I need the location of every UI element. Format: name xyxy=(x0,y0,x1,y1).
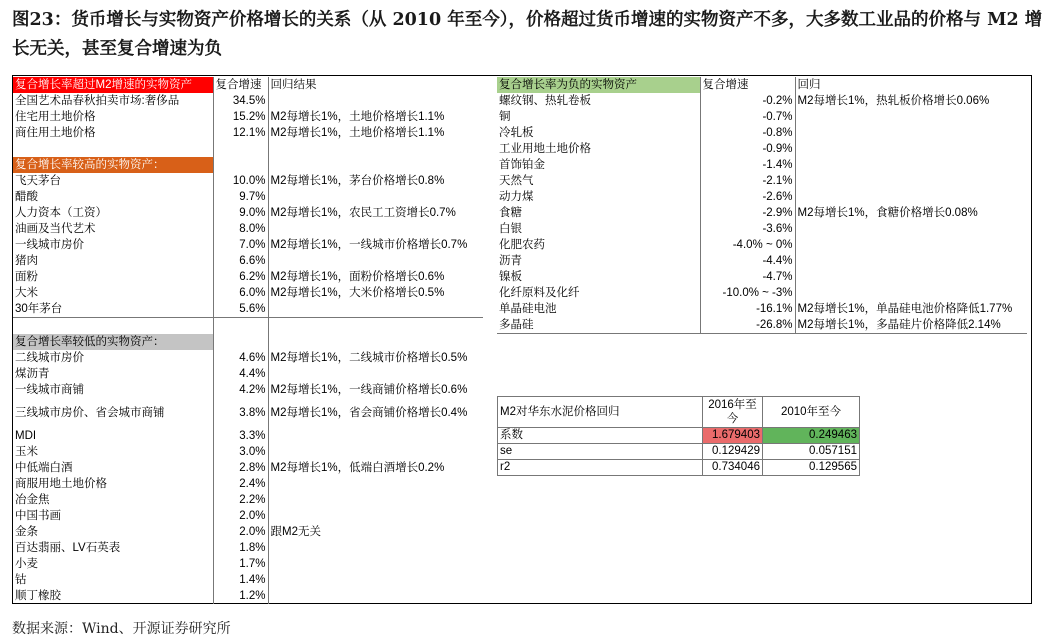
asset-rate: -2.6% xyxy=(700,189,795,205)
table-row xyxy=(13,125,483,141)
asset-regression: M2每增长1%，土地价格增长1.1% xyxy=(268,109,483,125)
asset-regression xyxy=(268,444,483,460)
asset-name: 钴 xyxy=(15,574,27,586)
stat-value-2010: 0.129565 xyxy=(763,460,860,476)
asset-name: 冶金焦 xyxy=(15,494,50,506)
asset-name: 一线城市房价 xyxy=(15,239,84,251)
asset-rate: 3.8% xyxy=(213,398,268,428)
table-row xyxy=(497,269,1027,285)
table-row xyxy=(497,109,1027,125)
table-row xyxy=(498,428,860,444)
asset-rate: 1.8% xyxy=(213,540,268,556)
asset-rate: 2.4% xyxy=(213,476,268,492)
table-row xyxy=(498,460,860,476)
asset-regression: M2每增长1%，二线城市价格增长0.5% xyxy=(268,350,483,366)
table-row xyxy=(497,253,1027,269)
asset-name: 工业用地土地价格 xyxy=(499,143,591,155)
asset-regression xyxy=(268,588,483,604)
mini-label: M2对华东水泥价格回归 xyxy=(498,397,703,428)
asset-regression xyxy=(268,189,483,205)
right-table-header xyxy=(497,77,1027,93)
stat-name: r2 xyxy=(498,460,703,476)
asset-regression: M2每增长1%，食糖价格增长0.08% xyxy=(795,205,1027,221)
asset-regression xyxy=(795,253,1027,269)
table-row xyxy=(13,237,483,253)
asset-name: 化肥农药 xyxy=(499,239,545,251)
asset-name: 螺纹钢、热轧卷板 xyxy=(499,95,591,107)
asset-name: 人力资本（工资） xyxy=(15,207,107,219)
right-header-rate: 复合增速 xyxy=(700,77,795,93)
table-row xyxy=(13,253,483,269)
asset-regression xyxy=(795,221,1027,237)
asset-regression xyxy=(795,125,1027,141)
asset-name: 住宅用土地价格 xyxy=(15,111,96,123)
stat-name: se xyxy=(498,444,703,460)
table-row xyxy=(13,524,483,540)
left-header-regression: 回归结果 xyxy=(268,77,483,93)
asset-name: 沥青 xyxy=(499,255,522,267)
asset-name: 天然气 xyxy=(499,175,534,187)
table-row-spacer xyxy=(13,141,483,157)
table-row xyxy=(497,173,1027,189)
asset-rate: -0.9% xyxy=(700,141,795,157)
asset-name: 猪肉 xyxy=(15,255,38,267)
table-row xyxy=(13,476,483,492)
asset-rate: -10.0% ~ -3% xyxy=(700,285,795,301)
asset-name: 化纤原料及化纤 xyxy=(499,287,580,299)
mini-col-2010: 2010年至今 xyxy=(763,397,860,428)
asset-rate: -2.9% xyxy=(700,205,795,221)
asset-regression: M2每增长1%，低端白酒增长0.2% xyxy=(268,460,483,476)
asset-rate: 9.0% xyxy=(213,205,268,221)
asset-name: 铜 xyxy=(499,111,511,123)
table-row xyxy=(13,221,483,237)
asset-rate: -4.7% xyxy=(700,269,795,285)
table-row xyxy=(13,556,483,572)
asset-name: 小麦 xyxy=(15,558,38,570)
asset-rate: 1.2% xyxy=(213,588,268,604)
asset-rate: 10.0% xyxy=(213,173,268,189)
table-row xyxy=(497,237,1027,253)
stat-value-2016: 0.734046 xyxy=(703,460,763,476)
asset-name: 动力煤 xyxy=(499,191,534,203)
asset-regression xyxy=(795,189,1027,205)
mini-header xyxy=(498,397,860,428)
table-row xyxy=(13,366,483,382)
asset-name: 商服用地土地价格 xyxy=(15,478,107,490)
cement-regression-table xyxy=(497,396,860,476)
asset-rate: 12.1% xyxy=(213,125,268,141)
table-row xyxy=(13,398,483,428)
asset-rate: -4.4% xyxy=(700,253,795,269)
table-row xyxy=(497,301,1027,317)
table-row xyxy=(13,205,483,221)
asset-regression xyxy=(268,253,483,269)
group-header-high xyxy=(13,157,483,173)
asset-name: 单晶硅电池 xyxy=(499,303,557,315)
asset-rate: 4.4% xyxy=(213,366,268,382)
asset-regression xyxy=(795,285,1027,301)
table-row xyxy=(497,141,1027,157)
asset-name: 30年茅台 xyxy=(13,301,213,318)
asset-name: 食糖 xyxy=(499,207,522,219)
asset-name: 二线城市房价 xyxy=(15,352,84,364)
asset-name: 三线城市房价、省会城市商铺 xyxy=(15,407,165,419)
table-row-spacer xyxy=(13,318,483,335)
asset-name: MDI xyxy=(15,430,37,442)
table-row xyxy=(497,221,1027,237)
table-row xyxy=(13,492,483,508)
table-row xyxy=(13,173,483,189)
stat-name: 系数 xyxy=(498,428,703,444)
asset-regression: M2每增长1%，省会商铺价格增长0.4% xyxy=(268,398,483,428)
asset-regression: M2每增长1%，土地价格增长1.1% xyxy=(268,125,483,141)
left-header-assets: 复合增长率超过M2增速的实物资产 xyxy=(13,77,213,93)
table-row xyxy=(497,189,1027,205)
asset-rate: 34.5% xyxy=(213,93,268,109)
asset-rate: 6.6% xyxy=(213,253,268,269)
mini-col-2016: 2016年至今 xyxy=(703,397,763,428)
asset-regression xyxy=(795,109,1027,125)
table-row xyxy=(13,285,483,301)
table-row xyxy=(13,508,483,524)
table-row xyxy=(13,269,483,285)
asset-name: 冷轧板 xyxy=(499,127,534,139)
asset-regression xyxy=(795,269,1027,285)
table-row xyxy=(497,125,1027,141)
asset-rate: 1.7% xyxy=(213,556,268,572)
asset-rate: 2.0% xyxy=(213,508,268,524)
group-label-high: 复合增长率较高的实物资产： xyxy=(13,157,213,173)
asset-rate: 2.2% xyxy=(213,492,268,508)
asset-rate: 5.6% xyxy=(213,301,268,318)
asset-name: 镍板 xyxy=(499,271,522,283)
asset-rate: 4.2% xyxy=(213,382,268,398)
stat-value-2016: 0.129429 xyxy=(703,444,763,460)
data-source: 数据来源：Wind、开源证券研究所 xyxy=(12,621,231,637)
asset-name: 煤沥青 xyxy=(15,368,50,380)
asset-name: 大米 xyxy=(15,287,38,299)
asset-rate: 6.0% xyxy=(213,285,268,301)
asset-rate: 9.7% xyxy=(213,189,268,205)
table-row xyxy=(13,460,483,476)
right-table xyxy=(497,77,1027,334)
asset-rate: 2.0% xyxy=(213,524,268,540)
left-table xyxy=(13,77,483,604)
table-row xyxy=(497,205,1027,221)
asset-name: 多晶硅 xyxy=(497,317,700,334)
table-row xyxy=(13,301,483,318)
asset-rate: -4.0% ~ 0% xyxy=(700,237,795,253)
table-row xyxy=(13,109,483,125)
asset-regression: M2每增长1%，热轧板价格增长0.06% xyxy=(795,93,1027,109)
asset-regression: M2每增长1%，茅台价格增长0.8% xyxy=(268,173,483,189)
asset-regression xyxy=(795,141,1027,157)
asset-name: 全国艺术品春秋拍卖市场:奢侈品 xyxy=(15,95,180,107)
asset-name: 金条 xyxy=(15,526,38,538)
asset-rate: 6.2% xyxy=(213,269,268,285)
stat-value-2010: 0.249463 xyxy=(763,428,860,444)
left-table-header xyxy=(13,77,483,93)
table-row xyxy=(13,350,483,366)
group-label-low: 复合增长率较低的实物资产： xyxy=(13,334,213,350)
asset-name: 百达翡丽、LV石英表 xyxy=(15,542,121,554)
table-row xyxy=(497,317,1027,334)
asset-rate: -0.8% xyxy=(700,125,795,141)
asset-regression xyxy=(268,366,483,382)
asset-regression xyxy=(268,301,483,318)
asset-rate: 3.3% xyxy=(213,428,268,444)
table-row xyxy=(13,428,483,444)
asset-name: 飞天茅台 xyxy=(15,175,61,187)
asset-rate: -2.1% xyxy=(700,173,795,189)
right-header-assets: 复合增长率为负的实物资产 xyxy=(497,77,700,93)
right-header-regression: 回归 xyxy=(795,77,1027,93)
asset-name: 一线城市商铺 xyxy=(15,384,84,396)
stat-value-2010: 0.057151 xyxy=(763,444,860,460)
asset-regression xyxy=(268,428,483,444)
asset-rate: -16.1% xyxy=(700,301,795,317)
table-row xyxy=(498,444,860,460)
asset-name: 面粉 xyxy=(15,271,38,283)
stat-value-2016: 1.679403 xyxy=(703,428,763,444)
asset-rate: 2.8% xyxy=(213,460,268,476)
asset-regression xyxy=(268,572,483,588)
asset-regression: M2每增长1%，多晶硅片价格降低2.14% xyxy=(795,317,1027,334)
asset-regression xyxy=(795,157,1027,173)
asset-rate: 15.2% xyxy=(213,109,268,125)
asset-regression xyxy=(795,237,1027,253)
asset-rate: 3.0% xyxy=(213,444,268,460)
group-header-low xyxy=(13,334,483,350)
asset-regression xyxy=(795,173,1027,189)
table-row xyxy=(13,382,483,398)
table-row xyxy=(13,572,483,588)
asset-rate: 7.0% xyxy=(213,237,268,253)
asset-name: 醋酸 xyxy=(15,191,38,203)
table-row xyxy=(13,588,483,604)
asset-name: 玉米 xyxy=(15,446,38,458)
asset-regression: M2每增长1%，单晶硅电池价格降低1.77% xyxy=(795,301,1027,317)
asset-rate: -3.6% xyxy=(700,221,795,237)
asset-name: 中国书画 xyxy=(15,510,61,522)
asset-regression: M2每增长1%，面粉价格增长0.6% xyxy=(268,269,483,285)
table-row xyxy=(13,540,483,556)
asset-rate: 8.0% xyxy=(213,221,268,237)
asset-regression xyxy=(268,221,483,237)
table-row xyxy=(13,444,483,460)
asset-name: 白银 xyxy=(499,223,522,235)
table-row xyxy=(497,93,1027,109)
asset-rate: -26.8% xyxy=(700,317,795,334)
figure-title: 图23：货币增长与实物资产价格增长的关系（从 2010 年至今），价格超过货币增速的实物资产不多，大多数工业品的价格与 M2 增长无关，甚至复合增速为负 xyxy=(12,10,1043,59)
table-row xyxy=(497,285,1027,301)
asset-rate: 4.6% xyxy=(213,350,268,366)
table-row xyxy=(13,189,483,205)
asset-regression xyxy=(268,556,483,572)
asset-regression xyxy=(268,508,483,524)
asset-regression xyxy=(268,540,483,556)
asset-regression: 跟M2无关 xyxy=(268,524,483,540)
asset-name: 中低端白酒 xyxy=(15,462,73,474)
asset-regression xyxy=(268,492,483,508)
left-header-rate: 复合增速 xyxy=(213,77,268,93)
asset-regression: M2每增长1%，大米价格增长0.5% xyxy=(268,285,483,301)
asset-rate: 1.4% xyxy=(213,572,268,588)
asset-rate: -0.2% xyxy=(700,93,795,109)
asset-rate: -0.7% xyxy=(700,109,795,125)
asset-name: 首饰铂金 xyxy=(499,159,545,171)
asset-regression: M2每增长1%，一线城市价格增长0.7% xyxy=(268,237,483,253)
asset-regression xyxy=(268,476,483,492)
asset-name: 油画及当代艺术 xyxy=(15,223,96,235)
asset-name: 顺丁橡胶 xyxy=(15,590,61,602)
table-row xyxy=(497,157,1027,173)
asset-regression: M2每增长1%，一线商铺价格增长0.6% xyxy=(268,382,483,398)
table-row xyxy=(13,93,483,109)
asset-regression xyxy=(268,93,483,109)
asset-rate: -1.4% xyxy=(700,157,795,173)
asset-regression: M2每增长1%，农民工工资增长0.7% xyxy=(268,205,483,221)
asset-name: 商住用土地价格 xyxy=(15,127,96,139)
